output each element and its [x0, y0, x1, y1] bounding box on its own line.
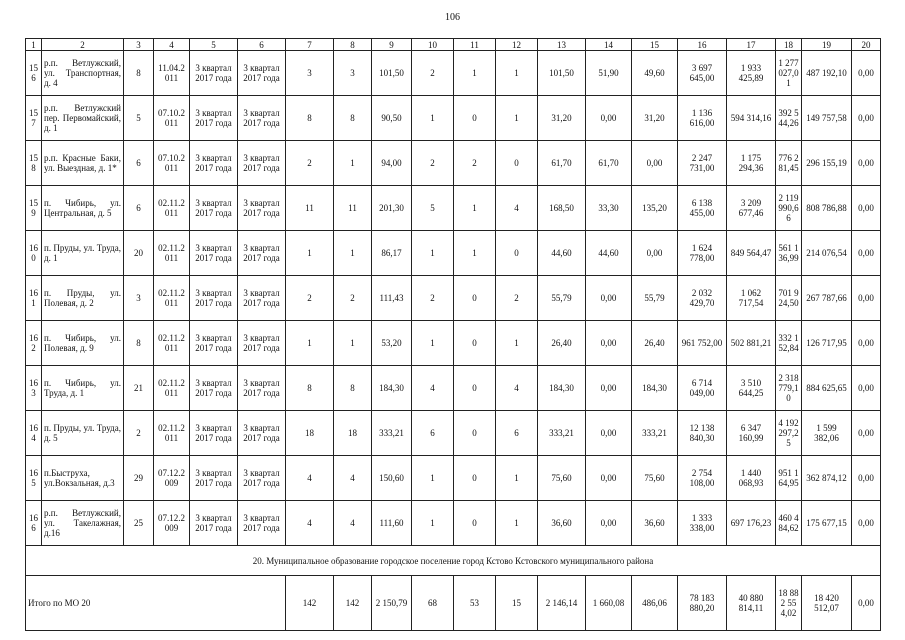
- table-cell: п. Чибирь, ул. Полевая, д. 9: [42, 321, 124, 366]
- table-cell: 51,90: [586, 51, 632, 96]
- table-cell: 1 277 027,01: [776, 51, 802, 96]
- table-cell: 26,40: [538, 321, 586, 366]
- table-cell: 1: [496, 321, 538, 366]
- column-number: 19: [802, 39, 852, 51]
- table-cell: 3 квартал 2017 года: [190, 456, 238, 501]
- table-cell: 2 247 731,00: [678, 141, 727, 186]
- table-cell: 02.11.2011: [154, 366, 190, 411]
- table-cell: 6 138 455,00: [678, 186, 727, 231]
- table-cell: 163: [26, 366, 42, 411]
- table-cell: 849 564,47: [727, 231, 776, 276]
- table-cell: 502 881,21: [727, 321, 776, 366]
- table-cell: 3 квартал 2017 года: [190, 321, 238, 366]
- section-title: 20. Муниципальное образование городское поселение город Кстово Кстовского муниципального района: [26, 546, 881, 576]
- table-cell: 0: [496, 141, 538, 186]
- table-cell: 164: [26, 411, 42, 456]
- table-cell: 0,00: [586, 276, 632, 321]
- table-cell: 8: [334, 366, 372, 411]
- table-cell: 3: [124, 276, 154, 321]
- table-cell: п. Чибирь, ул. Труда, д. 1: [42, 366, 124, 411]
- table-cell: 18: [334, 411, 372, 456]
- table-cell: 951 164,95: [776, 456, 802, 501]
- table-cell: 0,00: [632, 141, 678, 186]
- table-cell: 1 624 778,00: [678, 231, 727, 276]
- table-cell: 168,50: [538, 186, 586, 231]
- table-cell: 1: [454, 51, 496, 96]
- column-number: 10: [412, 39, 454, 51]
- table-cell: 160: [26, 231, 42, 276]
- table-cell: 3 квартал 2017 года: [238, 276, 286, 321]
- table-cell: 6: [124, 186, 154, 231]
- total-cell: 486,06: [632, 576, 678, 631]
- column-number: 3: [124, 39, 154, 51]
- table-cell: 0,00: [852, 501, 881, 546]
- table-cell: 3 квартал 2017 года: [238, 321, 286, 366]
- total-cell: 142: [334, 576, 372, 631]
- table-cell: 2: [412, 51, 454, 96]
- table-cell: р.п. Красные Баки, ул. Выездная, д. 1*: [42, 141, 124, 186]
- table-row: [26, 411, 881, 456]
- table-row: [26, 321, 881, 366]
- table-cell: 1: [496, 456, 538, 501]
- table-cell: 6 347 160,99: [727, 411, 776, 456]
- table-cell: 61,70: [538, 141, 586, 186]
- table-cell: 776 281,45: [776, 141, 802, 186]
- table-cell: 02.11.2011: [154, 321, 190, 366]
- table-cell: 961 752,00: [678, 321, 727, 366]
- table-cell: 3 квартал 2017 года: [238, 51, 286, 96]
- column-number: 12: [496, 39, 538, 51]
- table-cell: 392 544,26: [776, 96, 802, 141]
- table-cell: 0,00: [852, 456, 881, 501]
- column-number: 14: [586, 39, 632, 51]
- table-cell: 25: [124, 501, 154, 546]
- table-cell: 02.11.2011: [154, 186, 190, 231]
- total-cell: 0,00: [852, 576, 881, 631]
- table-cell: 29: [124, 456, 154, 501]
- table-cell: 3 квартал 2017 года: [190, 411, 238, 456]
- table-cell: 2 119 990,66: [776, 186, 802, 231]
- total-cell: 40 880 814,11: [727, 576, 776, 631]
- table-cell: 1 599 382,06: [802, 411, 852, 456]
- table-cell: 3 квартал 2017 года: [238, 186, 286, 231]
- table-cell: 6 714 049,00: [678, 366, 727, 411]
- table-cell: 31,20: [538, 96, 586, 141]
- table-cell: 8: [286, 96, 334, 141]
- table-cell: 61,70: [586, 141, 632, 186]
- table-cell: 8: [124, 321, 154, 366]
- table-cell: 1 136 616,00: [678, 96, 727, 141]
- table-cell: 5: [412, 186, 454, 231]
- table-cell: 11: [286, 186, 334, 231]
- table-cell: 6: [124, 141, 154, 186]
- table-cell: 02.11.2011: [154, 411, 190, 456]
- table-cell: 02.11.2011: [154, 276, 190, 321]
- table-cell: 0,00: [586, 501, 632, 546]
- table-cell: 149 757,58: [802, 96, 852, 141]
- table-cell: 175 677,15: [802, 501, 852, 546]
- table-cell: 6: [412, 411, 454, 456]
- table-cell: р.п. Ветлужский, ул. Такелажная, д.16: [42, 501, 124, 546]
- table-cell: 02.11.2011: [154, 231, 190, 276]
- table-cell: 1: [286, 231, 334, 276]
- table-row: [26, 96, 881, 141]
- table-row: [26, 501, 881, 546]
- table-cell: 884 625,65: [802, 366, 852, 411]
- table-row: [26, 366, 881, 411]
- table-cell: 12 138 840,30: [678, 411, 727, 456]
- table-cell: 26,40: [632, 321, 678, 366]
- column-number: 6: [238, 39, 286, 51]
- total-cell: 142: [286, 576, 334, 631]
- table-row: [26, 456, 881, 501]
- table-cell: 0: [454, 366, 496, 411]
- table-cell: 333,21: [538, 411, 586, 456]
- table-cell: п. Чибирь, ул. Центральная, д. 5: [42, 186, 124, 231]
- table-cell: 101,50: [372, 51, 412, 96]
- table-cell: 3 квартал 2017 года: [190, 231, 238, 276]
- table-cell: 111,60: [372, 501, 412, 546]
- table-cell: 1: [412, 96, 454, 141]
- table-cell: 184,30: [372, 366, 412, 411]
- table-cell: 0: [454, 321, 496, 366]
- table-cell: 36,60: [632, 501, 678, 546]
- table-cell: 1: [334, 141, 372, 186]
- total-label: Итого по МО 20: [26, 576, 286, 631]
- table-cell: 159: [26, 186, 42, 231]
- table-cell: 332 152,84: [776, 321, 802, 366]
- table-cell: 07.12.2009: [154, 456, 190, 501]
- data-table: [25, 38, 881, 631]
- table-cell: 2: [412, 276, 454, 321]
- table-cell: 1 333 338,00: [678, 501, 727, 546]
- table-cell: 126 717,95: [802, 321, 852, 366]
- column-number: 9: [372, 39, 412, 51]
- table-row: [26, 141, 881, 186]
- table-cell: 55,79: [632, 276, 678, 321]
- table-cell: 1: [454, 231, 496, 276]
- table-cell: 0,00: [852, 276, 881, 321]
- table-cell: 3 квартал 2017 года: [238, 501, 286, 546]
- table-row: [26, 276, 881, 321]
- column-number: 20: [852, 39, 881, 51]
- table-cell: 0,00: [852, 366, 881, 411]
- table-cell: 1 933 425,89: [727, 51, 776, 96]
- table-cell: 11.04.2011: [154, 51, 190, 96]
- column-number: 18: [776, 39, 802, 51]
- table-cell: 0,00: [852, 141, 881, 186]
- table-cell: 1 440 068,93: [727, 456, 776, 501]
- column-number: 16: [678, 39, 727, 51]
- table-cell: 3 квартал 2017 года: [190, 276, 238, 321]
- table-cell: 07.12.2009: [154, 501, 190, 546]
- table-cell: 3 квартал 2017 года: [238, 366, 286, 411]
- table-cell: 31,20: [632, 96, 678, 141]
- table-cell: 2: [454, 141, 496, 186]
- table-cell: 561 136,99: [776, 231, 802, 276]
- total-row: [26, 576, 881, 631]
- table-cell: 201,30: [372, 186, 412, 231]
- table-cell: 0,00: [632, 231, 678, 276]
- table-cell: 161: [26, 276, 42, 321]
- table-cell: р.п. Ветлужский пер. Первомайский, д. 1: [42, 96, 124, 141]
- table-cell: 53,20: [372, 321, 412, 366]
- table-cell: 594 314,16: [727, 96, 776, 141]
- table-cell: 2: [124, 411, 154, 456]
- table-cell: 1: [496, 96, 538, 141]
- table-cell: 1 175 294,36: [727, 141, 776, 186]
- table-cell: 4: [334, 456, 372, 501]
- table-cell: п. Пруды, ул. Труда, д. 1: [42, 231, 124, 276]
- table-cell: 20: [124, 231, 154, 276]
- table-cell: 49,60: [632, 51, 678, 96]
- table-cell: 0,00: [852, 186, 881, 231]
- table-cell: р.п. Ветлужский, ул. Транспортная, д. 4: [42, 51, 124, 96]
- total-cell: 15: [496, 576, 538, 631]
- table-cell: 3 квартал 2017 года: [190, 51, 238, 96]
- table-cell: 0,00: [586, 321, 632, 366]
- table-cell: 0: [454, 456, 496, 501]
- table-cell: 2: [286, 141, 334, 186]
- table-cell: 55,79: [538, 276, 586, 321]
- table-cell: 0: [496, 231, 538, 276]
- column-number: 11: [454, 39, 496, 51]
- table-cell: 4: [496, 366, 538, 411]
- total-cell: 53: [454, 576, 496, 631]
- table-cell: 184,30: [538, 366, 586, 411]
- table-cell: 165: [26, 456, 42, 501]
- table-cell: 3 209 677,46: [727, 186, 776, 231]
- table-cell: 162: [26, 321, 42, 366]
- table-cell: 3 квартал 2017 года: [190, 141, 238, 186]
- table-cell: 3 квартал 2017 года: [238, 411, 286, 456]
- table-cell: 0,00: [586, 366, 632, 411]
- table-cell: 333,21: [372, 411, 412, 456]
- table-cell: 75,60: [538, 456, 586, 501]
- table-cell: 36,60: [538, 501, 586, 546]
- table-cell: 1: [412, 321, 454, 366]
- total-cell: 2 150,79: [372, 576, 412, 631]
- table-cell: 3 квартал 2017 года: [238, 141, 286, 186]
- table-cell: 150,60: [372, 456, 412, 501]
- table-cell: 0,00: [852, 51, 881, 96]
- table-cell: 460 484,62: [776, 501, 802, 546]
- table-cell: 0,00: [586, 96, 632, 141]
- table-cell: 2 754 108,00: [678, 456, 727, 501]
- table-cell: 156: [26, 51, 42, 96]
- table-cell: 3 квартал 2017 года: [238, 456, 286, 501]
- table-cell: 2 318 779,10: [776, 366, 802, 411]
- table-cell: 0,00: [586, 456, 632, 501]
- table-cell: 333,21: [632, 411, 678, 456]
- table-cell: 2: [496, 276, 538, 321]
- table-cell: 697 176,23: [727, 501, 776, 546]
- table-cell: 0: [454, 276, 496, 321]
- table-cell: 8: [124, 51, 154, 96]
- page-number: 106: [445, 12, 460, 23]
- table-cell: 2 032 429,70: [678, 276, 727, 321]
- table-cell: 8: [334, 96, 372, 141]
- table-cell: 90,50: [372, 96, 412, 141]
- section-row: [26, 546, 881, 576]
- table-cell: 267 787,66: [802, 276, 852, 321]
- table-cell: 11: [334, 186, 372, 231]
- table-cell: 1: [412, 231, 454, 276]
- table-cell: 44,60: [586, 231, 632, 276]
- table-cell: 158: [26, 141, 42, 186]
- table-row: [26, 231, 881, 276]
- table-row: [26, 186, 881, 231]
- table-cell: 135,20: [632, 186, 678, 231]
- column-number: 13: [538, 39, 586, 51]
- table-cell: 86,17: [372, 231, 412, 276]
- table-cell: 4: [286, 456, 334, 501]
- table-cell: 44,60: [538, 231, 586, 276]
- table-cell: 1: [496, 51, 538, 96]
- column-number: 8: [334, 39, 372, 51]
- table-cell: 1: [496, 501, 538, 546]
- table-cell: п. Пруды, ул. Труда, д. 5: [42, 411, 124, 456]
- table-cell: 166: [26, 501, 42, 546]
- table-cell: 18: [286, 411, 334, 456]
- table-cell: 3: [286, 51, 334, 96]
- table-cell: 3 510 644,25: [727, 366, 776, 411]
- table-cell: 2: [412, 141, 454, 186]
- table-cell: 184,30: [632, 366, 678, 411]
- table-cell: 0,00: [852, 411, 881, 456]
- column-number: 7: [286, 39, 334, 51]
- table-cell: 75,60: [632, 456, 678, 501]
- table-cell: 0: [454, 411, 496, 456]
- table-cell: 2: [334, 276, 372, 321]
- table-cell: 3 квартал 2017 года: [190, 366, 238, 411]
- column-number: 17: [727, 39, 776, 51]
- table-cell: 3 квартал 2017 года: [190, 186, 238, 231]
- column-number: 5: [190, 39, 238, 51]
- table-cell: 0,00: [852, 231, 881, 276]
- table-cell: 5: [124, 96, 154, 141]
- column-number: 4: [154, 39, 190, 51]
- total-cell: 2 146,14: [538, 576, 586, 631]
- table-cell: 1: [412, 501, 454, 546]
- column-number: 15: [632, 39, 678, 51]
- table-cell: 4: [286, 501, 334, 546]
- table-cell: 808 786,88: [802, 186, 852, 231]
- table-cell: 33,30: [586, 186, 632, 231]
- table-cell: 6: [496, 411, 538, 456]
- column-number-row: [26, 39, 881, 51]
- table-cell: 487 192,10: [802, 51, 852, 96]
- table-cell: 701 924,50: [776, 276, 802, 321]
- table-cell: 3 квартал 2017 года: [190, 96, 238, 141]
- total-cell: 18 420 512,07: [802, 576, 852, 631]
- table-cell: 157: [26, 96, 42, 141]
- table-cell: 94,00: [372, 141, 412, 186]
- table-cell: 101,50: [538, 51, 586, 96]
- table-cell: 362 874,12: [802, 456, 852, 501]
- table-cell: 0: [454, 96, 496, 141]
- table-cell: 3 квартал 2017 года: [238, 96, 286, 141]
- column-number: 1: [26, 39, 42, 51]
- table-cell: 0: [454, 501, 496, 546]
- table-cell: 8: [286, 366, 334, 411]
- table-cell: 3 697 645,00: [678, 51, 727, 96]
- table-cell: 2: [286, 276, 334, 321]
- table-cell: п. Пруды, ул. Полевая, д. 2: [42, 276, 124, 321]
- total-cell: 68: [412, 576, 454, 631]
- table-cell: п.Быструха, ул.Вокзальная, д.3: [42, 456, 124, 501]
- table-cell: 111,43: [372, 276, 412, 321]
- table-cell: 1: [412, 456, 454, 501]
- table-cell: 07.10.2011: [154, 141, 190, 186]
- table-cell: 0,00: [852, 96, 881, 141]
- table-cell: 21: [124, 366, 154, 411]
- table-cell: 4: [496, 186, 538, 231]
- table-cell: 4: [334, 501, 372, 546]
- table-cell: 07.10.2011: [154, 96, 190, 141]
- table-cell: 3 квартал 2017 года: [238, 231, 286, 276]
- table-cell: 4 192 297,25: [776, 411, 802, 456]
- table-cell: 3: [334, 51, 372, 96]
- column-number: 2: [42, 39, 124, 51]
- table-cell: 1: [334, 231, 372, 276]
- table-cell: 4: [412, 366, 454, 411]
- table-cell: 1: [454, 186, 496, 231]
- table-cell: 1 062 717,54: [727, 276, 776, 321]
- table-row: [26, 51, 881, 96]
- table-cell: 1: [286, 321, 334, 366]
- table-cell: 0,00: [586, 411, 632, 456]
- total-cell: 1 660,08: [586, 576, 632, 631]
- table-cell: 3 квартал 2017 года: [190, 501, 238, 546]
- table-cell: 214 076,54: [802, 231, 852, 276]
- table-cell: 296 155,19: [802, 141, 852, 186]
- total-cell: 18 882 554,02: [776, 576, 802, 631]
- table-cell: 0,00: [852, 321, 881, 366]
- total-cell: 78 183 880,20: [678, 576, 727, 631]
- table-cell: 1: [334, 321, 372, 366]
